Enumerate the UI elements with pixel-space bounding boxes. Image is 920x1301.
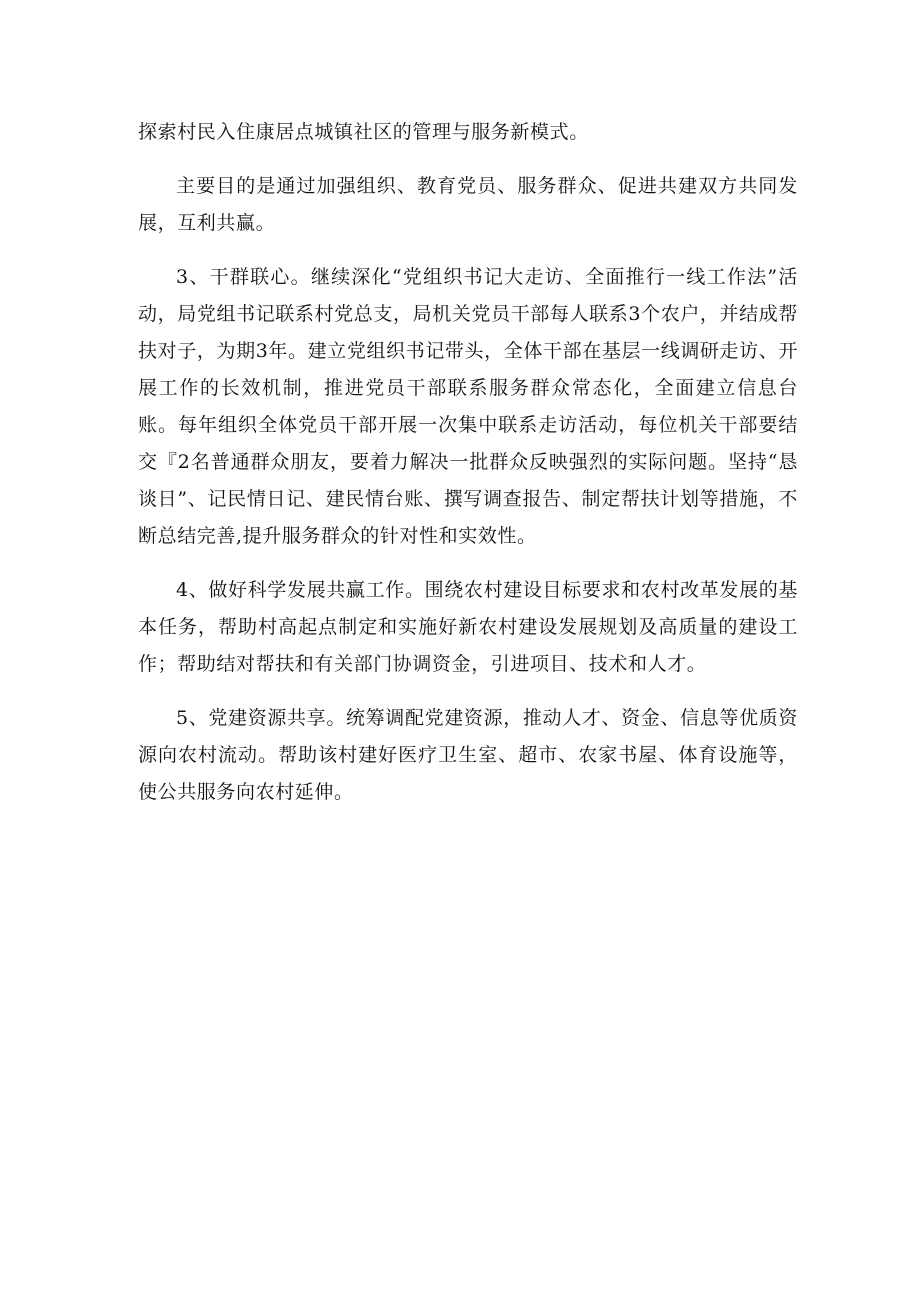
document-body <box>138 114 798 828</box>
paragraph-1: 探索村民入住康居点城镇社区的管理与服务新模式。 <box>138 121 589 143</box>
paragraph-5: 5、党建资源共享。统筹调配党建资源，推动人才、资金、信息等优质资源向农村流动。帮助该村建好医疗卫生室、超市、农家书屋、体育设施等，使公共服务向农村延伸。 <box>138 707 798 803</box>
paragraph-3: 3、干群联心。继续深化“党组织书记大走访、全面推行一线工作法”活动，局党组书记联系村党总支，局机关党员干部每人联系3个农户，并结成帮扶对子，为期3年。建立党组织书记带头，全体干部在基层一线调研走访、开展工作的长效机制，推进党员干部联系服务群众常态化，全面建立信息台账。每年组织全体党员干部开展一次集中联系走访活动，每位机关干部要结交『2名普通群众朋友，要着力解决一批群众反映强烈的实际问题。坚持“恳谈日”、记民情日记、建民情台账、撰写调查报告、制定帮扶计划等措施，不断总结完善,提升服务群众的针对性和实效性。 <box>138 266 798 547</box>
paragraph-4: 4、做好科学发展共赢工作。围绕农村建设目标要求和农村改革发展的基本任务，帮助村高起点制定和实施好新农村建设发展规划及高质量的建设工作；帮助结对帮扶和有关部门协调资金，引进项目、技术和人才。 <box>138 579 798 675</box>
paragraph-2: 主要目的是通过加强组织、教育党员、服务群众、促进共建双方共同发展，互利共赢。 <box>138 175 798 234</box>
